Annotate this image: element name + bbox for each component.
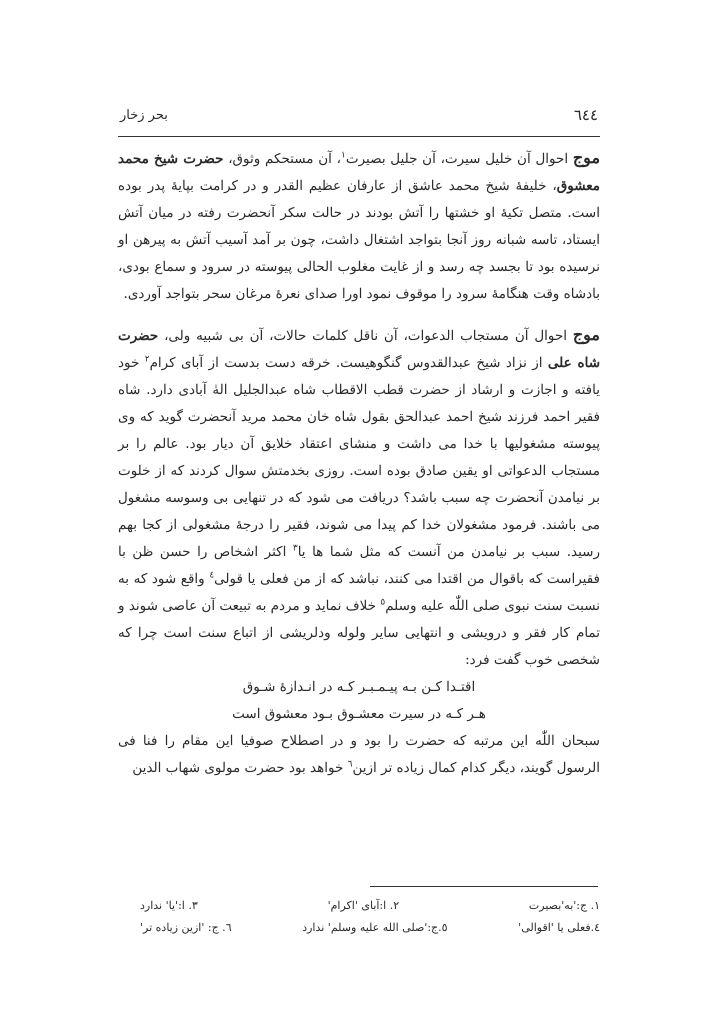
footnote-ref-4: ٤ (209, 570, 215, 581)
footnotes (140, 895, 600, 939)
paragraph-text: سبحان اللّٰه این مرتبه که حضرت را بود و در اصطلاح صوفیا این مقام را فنا فی الرسول گویند، دیگر کدام کمال زیاده تر ازین (118, 733, 600, 776)
paragraph-text: احوال آن خلیل سیرت، آن جلیل بصیرت (345, 151, 573, 167)
footnote-row-1 (140, 895, 600, 917)
footnote-2: ٢. ا:آبای 'اکرام' (327, 899, 400, 912)
footnote-6: ٦. ج: 'ازین زیاده تر' (140, 921, 232, 934)
paragraph-text: اکثر اشخاص را حسن ظن با فقیراست که باقوال من اقتدا می کنند، نباشد که از من فعلی یا قولی (118, 544, 600, 587)
paragraph-text: خلاف نماید و مردم به تبیعت آن عاصی شوند و تمام کار فقر و درویشی و انتهایی سایر ولوله ودلریشی از اتباع سنت است چرا که شخصی خوب گفت فرد: (118, 598, 600, 668)
footnote-row-2 (140, 917, 600, 939)
footnote-5: ٥.ج:'صلی الله علیه وسلم' ندارد (302, 921, 448, 934)
running-title: بحر زخار (120, 108, 168, 123)
paragraph-text: ، آن مستحکم وثوق، (223, 151, 342, 167)
footnote-ref-6: ٦ (347, 759, 353, 770)
footnote-3: ٣. ا:'یا' ندارد (140, 899, 198, 912)
paragraph-text: واقع شود که به نسبت سنت نبوی صلی اللّٰه علیه وسلم (118, 571, 600, 614)
footnote-ref-5: ٥ (380, 597, 386, 608)
footnote-ref-1: ١ (341, 150, 346, 161)
paragraph-text: از نزاد شیخ عبدالقدوس گنگوهیست. خرقه دست بدست از آبای کرام (149, 355, 548, 371)
body-text (118, 144, 600, 782)
footnote-ref-3: ٣ (292, 543, 298, 554)
footnote-rule (370, 886, 598, 887)
paragraph-text: احوال آن مستجاب الدعوات، آن ناقل کلمات حالات، آن بی شبیه ولی، (158, 328, 573, 344)
paragraph-text: خواهد بود حضرت مولوی شهاب الدین (132, 760, 348, 776)
page-number: ٦٤٤ (573, 106, 598, 124)
lead-word-mowj: موج (572, 148, 601, 167)
paragraph-text: خود یافته و اجازت و ارشاد از حضرت قطب الاقطاب شاه عبدالجلیل الهٰ آبادی دارد. شاه فقیر احمد فرزند شیخ احمد عبدالحق بقول شاه خان محمد مرید آنحضرت گوید که وی پیوسته مشغولیها با خدا می داشت و منشای اعتقاد خلایق آن دیار بود. عالم را بر مستجاب الدعواتی او یقین صادق بوده است. روزی بخدمتش سوال کردند که از خلوت بر نیامدن آنحضرت چه سبب باشد؟ دریافت می شود که در تنهایی بی وسوسه مشغول می باشند. فرمود مشغولان خدا کم پیدا می شوند، فقیر را درجهٔ مشغولی از کجا بهم رسید. سبب بر نیامدن من آنست که مثل شما ها یا (118, 355, 601, 560)
footnote-ref-2: ٢ (144, 354, 150, 365)
paragraph-text: ، خلیفهٔ شیخ محمد عاشق از عارفان عظیم القدر و در کرامت بپایهٔ پدر بوده است. متصل تکیهٔ او خشتها را آتش بودند در حالت سکر آنحضرت رفته در میان آتش ایستاد، تاسه شبانه روز آنجا بتواجد اشتغال داشت، چون بر آمد آسیب آتش به پیرهن او نرسیده بود تا بجسد چه رسد و از غایت مغلوب الحالی پیوسته در سرود و سماع بودی، بادشاه وقت هنگامهٔ سرود را موقوف نمود اورا صدای نعرهٔ مرغان سحر بتواجد آوردی. (118, 178, 600, 302)
lead-word-mowj: موج (572, 325, 600, 344)
poem-line-2: هـر کـه در سیرت معشـوق بـود معشوق است (232, 706, 486, 722)
person-name: حضرت شیخ محمد معشوق (118, 151, 600, 194)
person-name: حضرت شاه علی (118, 328, 601, 371)
page-header (120, 108, 598, 132)
poem-verse (118, 674, 600, 728)
paragraph-continuation (118, 728, 600, 782)
paragraph-mohammad-mashuq (118, 144, 600, 308)
footnote-4: ٤.فعلی یا 'اقوالی' (518, 921, 600, 934)
poem-line-1: اقتـدا کـن بـه پیـمـبـر کـه در انـدازهٔ شـوق (242, 679, 476, 695)
paragraph-shah-ali (118, 321, 600, 674)
footnote-1: ١. ج:'به'بصیرت (528, 899, 600, 912)
header-rule (118, 136, 600, 137)
